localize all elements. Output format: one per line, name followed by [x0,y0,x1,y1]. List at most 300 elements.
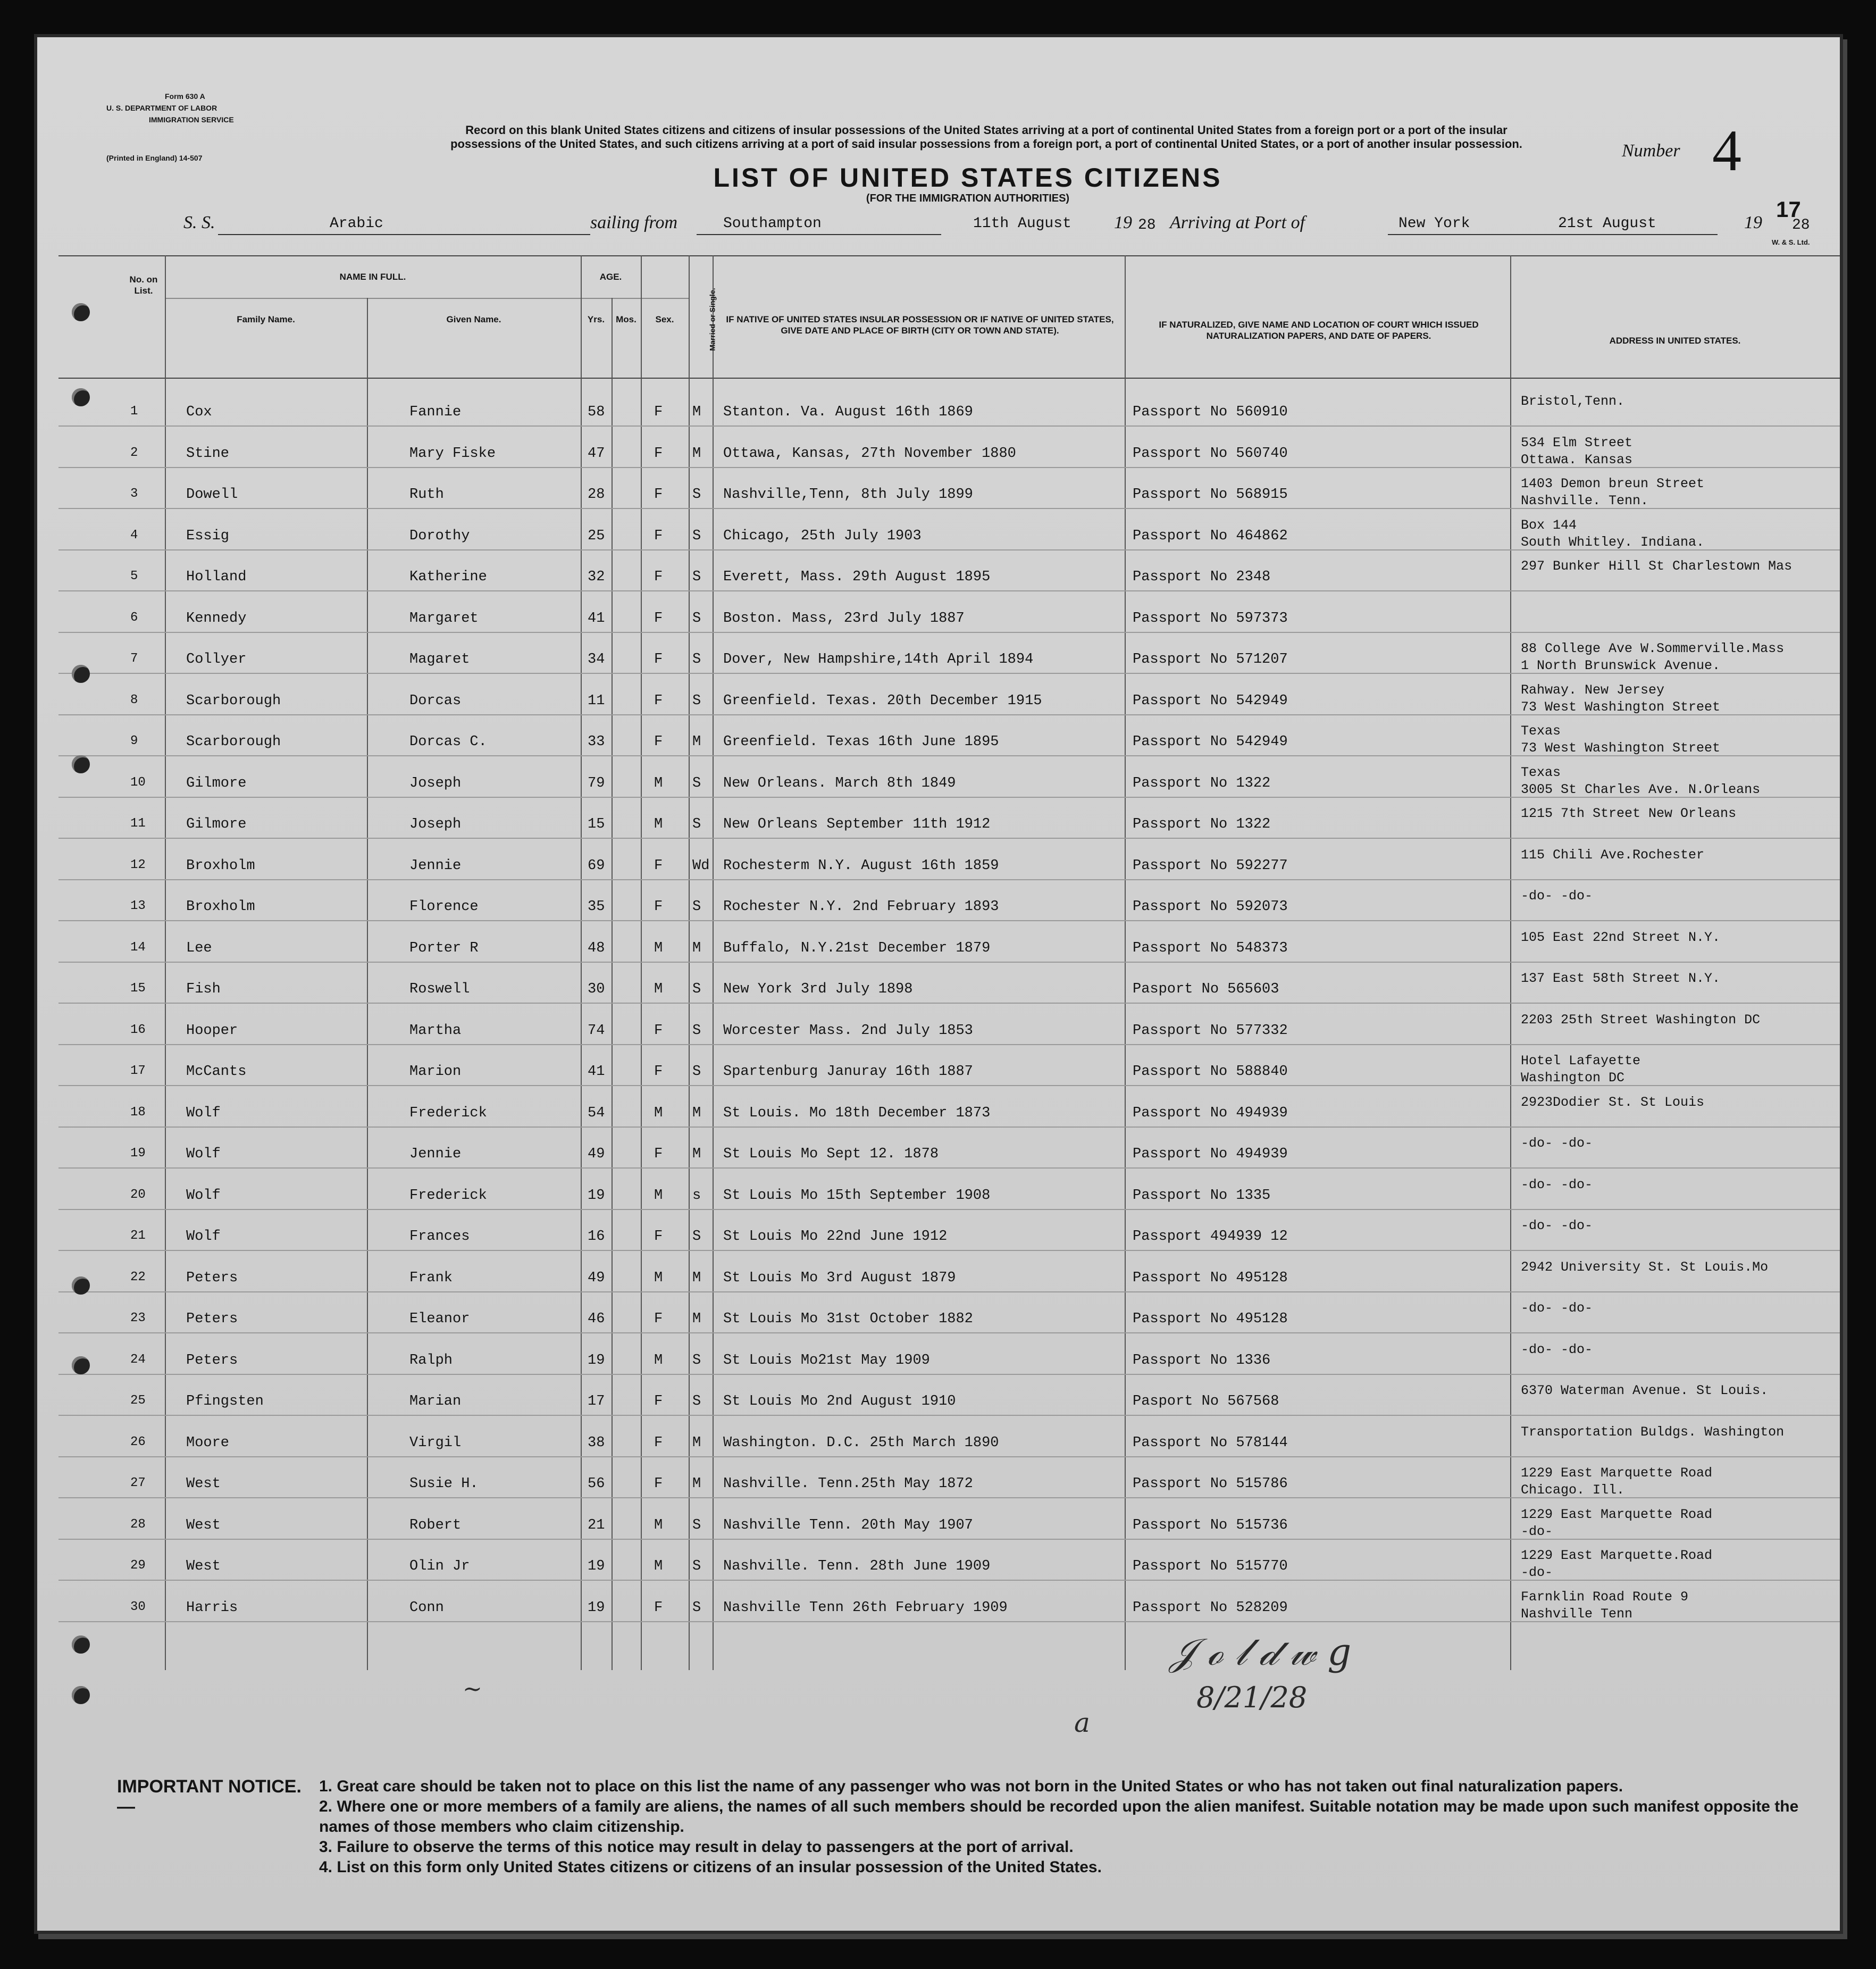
passport-number: Passport No 592073 [1133,899,1288,915]
family-name: Holland [186,569,247,585]
sex: F [654,1229,663,1245]
row-number: 26 [130,1434,146,1449]
sex: F [654,404,663,420]
sex: M [654,981,663,997]
address-line-2: 1 North Brunswick Avenue. [1521,658,1721,673]
address-line-2: -do- [1521,1523,1553,1539]
family-name: Wolf [186,1229,221,1245]
row-rule [58,1539,1840,1540]
married-single: Wd [692,857,710,874]
notice-item: 2. Where one or more members of a family are aliens, the names of all such members should be recorded upon the alien manifest. Suitable notation may be made upon such manifest opposite the names of those members who claim citizenship. [319,1798,1799,1835]
birth-place-date: Nashville. Tenn. 28th June 1909 [723,1558,991,1574]
family-name: Gilmore [186,775,247,791]
passport-number: Passport No 571207 [1133,652,1288,668]
depart-year: 28 [1138,217,1156,233]
birth-place-date: Buffalo, N.Y.21st December 1879 [723,940,991,956]
birth-place-date: St Louis Mo Sept 12. 1878 [723,1146,939,1162]
age-years: 69 [588,857,605,874]
address-line-2: 73 West Washington Street [1521,740,1721,756]
row-rule [58,920,1840,921]
birth-place-date: St Louis Mo 3rd August 1879 [723,1270,956,1286]
margin-initials: a [1074,1707,1090,1738]
family-name: Moore [186,1434,230,1451]
row-number: 23 [130,1311,146,1325]
address-line-2: Chicago. Ill. [1521,1482,1625,1498]
row-number: 4 [130,528,138,543]
birth-place-date: New Orleans September 11th 1912 [723,816,991,832]
row-number: 3 [130,487,138,501]
given-name: Ralph [409,1352,453,1369]
age-years: 16 [588,1229,605,1245]
row-rule [58,632,1840,633]
sex: F [654,1476,663,1492]
birth-place-date: Nashville Tenn. 20th May 1907 [723,1517,973,1533]
family-name: Broxholm [186,857,255,874]
family-name: West [186,1476,221,1492]
given-name: Frank [409,1270,453,1286]
row-number: 30 [130,1599,146,1614]
married-single: S [692,981,701,997]
married-single: S [692,1352,701,1369]
given-name: Ruth [409,487,444,503]
family-name: Collyer [186,652,247,668]
sex: F [654,610,663,627]
page-title: LIST OF UNITED STATES CITIZENS [713,163,1222,193]
row-rule [58,1167,1840,1169]
col-name: NAME IN FULL. [339,272,406,282]
row-rule [58,962,1840,963]
number-label: Number [1622,141,1680,161]
address-line-1: Texas [1521,723,1561,739]
age-years: 28 [588,487,605,503]
given-name: Frederick [409,1187,487,1204]
married-single: S [692,569,701,585]
given-name: Martha [409,1022,462,1039]
row-number: 18 [130,1105,146,1120]
age-years: 19 [588,1599,605,1616]
passport-number: Passport No 494939 [1133,1146,1288,1162]
age-subheader-rule [581,298,690,299]
binding-hole [72,388,90,406]
from-port: Southampton [723,215,822,232]
notice-item: 3. Failure to observe the terms of this notice may result in delay to passengers at the port of arrival. [319,1838,1074,1856]
sex: F [654,487,663,503]
birth-place-date: Everett, Mass. 29th August 1895 [723,569,991,585]
age-years: 30 [588,981,605,997]
family-name: Gilmore [186,816,247,832]
passport-number: Passport No 2348 [1133,569,1271,585]
row-rule [58,1456,1840,1457]
row-number: 9 [130,734,138,748]
birth-place-date: St Louis. Mo 18th December 1873 [723,1105,991,1121]
sex: F [654,899,663,915]
ss-label: S. S. [183,213,215,232]
number-value: 4 [1712,118,1741,183]
row-number: 7 [130,652,138,666]
birth-place-date: Boston. Mass, 23rd July 1887 [723,610,965,627]
passport-number: Passport No 495128 [1133,1311,1288,1327]
row-number: 20 [130,1187,146,1202]
given-name: Dorcas C. [409,734,487,750]
age-years: 34 [588,652,605,668]
row-rule [58,879,1840,880]
row-rule [58,1250,1840,1251]
form-number: Form 630 A [165,92,205,101]
given-name: Olin Jr [409,1558,470,1574]
given-name: Virgil [409,1434,462,1451]
col-no: No. on List. [129,274,158,296]
passport-number: Passport No 528209 [1133,1599,1288,1616]
row-number: 16 [130,1022,146,1037]
col-age: AGE. [599,272,622,282]
birth-place-date: Stanton. Va. August 16th 1869 [723,404,973,420]
given-name: Eleanor [409,1311,470,1327]
binding-hole [72,665,90,683]
col-birth: IF NATIVE OF UNITED STATES INSULAR POSSESSION OR IF NATIVE OF UNITED STATES, GIVE DATE AND PLACE OF BIRTH (CITY OR TOWN AND STATE). [726,314,1114,336]
passport-number: Passport No 464862 [1133,528,1288,544]
address-line-2: Nashville Tenn [1521,1606,1633,1622]
married-single: S [692,1599,701,1616]
address-line-1: -do- -do- [1521,1136,1593,1151]
married-single: M [692,1311,701,1327]
family-name: West [186,1558,221,1574]
age-years: 33 [588,734,605,750]
row-number: 14 [130,940,146,955]
row-number: 24 [130,1352,146,1367]
sex: M [654,775,663,791]
age-years: 49 [588,1146,605,1162]
binding-hole [72,1276,90,1295]
row-rule [58,838,1840,839]
family-name: Peters [186,1311,238,1327]
birth-place-date: St Louis Mo 31st October 1882 [723,1311,973,1327]
manifest-page [37,37,1840,1931]
birth-place-date: Ottawa, Kansas, 27th November 1880 [723,445,1016,462]
passport-number: Passport No 515786 [1133,1476,1288,1492]
sex: M [654,940,663,956]
family-name: Wolf [186,1146,221,1162]
given-name: Roswell [409,981,470,997]
table-header-rule [58,378,1840,379]
address-line-1: Texas [1521,764,1561,780]
address-line-2: 73 West Washington Street [1521,699,1721,715]
sex: F [654,693,663,709]
row-rule [58,1291,1840,1292]
given-name: Marian [409,1394,462,1409]
page-number: 17 [1776,197,1801,222]
family-name: Broxholm [186,899,255,915]
row-number: 1 [130,404,138,419]
birth-place-date: Spartenburg Januray 16th 1887 [723,1064,973,1080]
row-rule [58,1127,1840,1128]
ship-underline [218,234,590,235]
married-single: M [692,1146,701,1162]
given-name: Dorothy [409,528,470,544]
sex: M [654,816,663,832]
row-number: 25 [130,1394,146,1408]
col-sex: Sex. [655,314,674,324]
married-single: S [692,1558,701,1574]
age-years: 32 [588,569,605,585]
married-single: S [692,652,701,668]
age-years: 58 [588,404,605,420]
sex: F [654,734,663,750]
address-line-2: South Whitley. Indiana. [1521,534,1705,550]
passport-number: Passport No 1322 [1133,775,1271,791]
age-years: 54 [588,1105,605,1121]
family-name: Essig [186,528,230,544]
sex: M [654,1187,663,1204]
address-line-1: -do- -do- [1521,1218,1593,1233]
department-name: U. S. DEPARTMENT OF LABOR [106,104,217,112]
margin-note: ~ [463,1675,482,1703]
passport-number: Passport No 578144 [1133,1434,1288,1451]
given-name: Margaret [409,610,479,627]
family-name: Dowell [186,487,238,503]
married-single: M [692,940,701,956]
age-years: 19 [588,1352,605,1369]
row-number: 12 [130,857,146,872]
married-single: M [692,734,701,750]
row-rule [58,1415,1840,1416]
sex: M [654,1558,663,1574]
notice-item: 1. Great care should be taken not to place on this list the name of any passenger who was not born in the United States or who has not taken out final naturalization papers. [319,1778,1623,1795]
married-single: S [692,610,701,627]
row-number: 19 [130,1146,146,1161]
from-underline [697,234,941,235]
age-years: 17 [588,1394,605,1409]
address-line-1: 1403 Demon breun Street [1521,476,1705,491]
address-line-1: -do- -do- [1521,888,1593,904]
year-prefix-1: 19 [1114,213,1132,232]
age-years: 15 [588,816,605,832]
sex: F [654,857,663,874]
passport-number: Passport No 592277 [1133,857,1288,874]
family-name: Kennedy [186,610,247,627]
row-number: 15 [130,981,146,996]
married-single: S [692,816,701,832]
header-notice: Record on this blank United States citizens and citizens of insular possessions of the United States arriving at a port of continental United States from a foreign port or a port of the insular possessions of the United States, and such citizens arriving at a port of said insular possessions from a foreign port, a port of continental United States, or a port of another insular possession. [450,123,1522,151]
sex: F [654,1146,663,1162]
row-rule [58,1209,1840,1210]
row-number: 10 [130,775,146,790]
married-single: S [692,1229,701,1245]
row-number: 6 [130,610,138,625]
address-line-1: 2203 25th Street Washington DC [1521,1012,1761,1028]
row-number: 21 [130,1229,146,1243]
signature: 𝒥 ℴ 𝓁 𝒹 𝓌 𝑔 [1170,1630,1352,1674]
married-single: S [692,487,701,503]
address-line-1: 6370 Waterman Avenue. St Louis. [1521,1383,1769,1398]
passport-number: Passport No 568915 [1133,487,1288,503]
passport-number: Passport No 515736 [1133,1517,1288,1533]
address-line-1: 2942 University St. St Louis.Mo [1521,1259,1769,1275]
row-number: 29 [130,1558,146,1573]
given-name: Fannie [409,404,462,420]
row-number: 11 [130,816,146,831]
address-line-2: 3005 St Charles Ave. N.Orleans [1521,781,1761,797]
address-line-1: 1229 East Marquette Road [1521,1506,1713,1522]
passport-number: Passport No 1336 [1133,1352,1271,1369]
sex: M [654,1270,663,1286]
passport-number: Passport No 548373 [1133,940,1288,956]
given-name: Katherine [409,569,487,585]
passport-number: Passport No 577332 [1133,1022,1288,1039]
birth-place-date: Nashville,Tenn, 8th July 1899 [723,487,973,503]
married-single: M [692,1270,701,1286]
address-line-1: 297 Bunker Hill St Charlestown Mas [1521,558,1793,574]
address-line-2: Nashville. Tenn. [1521,493,1649,508]
birth-place-date: Rochesterm N.Y. August 16th 1859 [723,857,999,874]
birth-place-date: Washington. D.C. 25th March 1890 [723,1434,999,1451]
address-line-1: Hotel Lafayette [1521,1053,1641,1069]
address-line-1: Farnklin Road Route 9 [1521,1589,1689,1605]
name-subheader-rule [165,298,627,299]
arriving-label: Arriving at Port of [1170,213,1305,232]
row-number: 22 [130,1270,146,1284]
address-line-1: 105 East 22nd Street N.Y. [1521,929,1721,945]
address-line-2: Washington DC [1521,1070,1625,1086]
married-single: s [692,1187,701,1204]
sex: F [654,1022,663,1039]
arrival-year: 28 [1792,217,1810,233]
passport-number: Passport No 560910 [1133,404,1288,420]
age-years: 79 [588,775,605,791]
binding-hole [72,1356,90,1374]
row-number: 17 [130,1064,146,1078]
sex: F [654,1394,663,1409]
binding-hole [72,1686,90,1704]
birth-place-date: St Louis Mo 15th September 1908 [723,1187,991,1204]
sailing-label: sailing from [590,213,678,232]
married-single: M [692,445,701,462]
given-name: Marion [409,1064,462,1080]
birth-place-date: New York 3rd July 1898 [723,981,913,997]
given-name: Conn [409,1599,444,1616]
address-line-1: 534 Elm Street [1521,435,1633,450]
given-name: Jennie [409,857,462,874]
age-years: 19 [588,1558,605,1574]
age-years: 21 [588,1517,605,1533]
sex: M [654,1105,663,1121]
passport-number: Passport No 542949 [1133,693,1288,709]
given-name: Magaret [409,652,470,668]
sex: F [654,652,663,668]
given-name: Frederick [409,1105,487,1121]
arrival-port: New York [1398,215,1470,232]
table-top-rule [58,255,1840,256]
signature-date: 8/21/28 [1196,1681,1308,1714]
sex: M [654,1517,663,1533]
row-number: 8 [130,693,138,707]
birth-place-date: St Louis Mo21st May 1909 [723,1352,930,1369]
page-subtitle: (FOR THE IMMIGRATION AUTHORITIES) [866,193,1070,204]
row-number: 5 [130,569,138,583]
printer-mark: W. & S. Ltd. [1772,238,1810,246]
passport-number: Passport No 515770 [1133,1558,1288,1574]
service-name: IMMIGRATION SERVICE [149,115,234,124]
age-years: 49 [588,1270,605,1286]
row-number: 28 [130,1517,146,1532]
birth-place-date: Nashville. Tenn.25th May 1872 [723,1476,973,1492]
passport-number: Passport 494939 12 [1133,1229,1288,1245]
given-name: Florence [409,899,479,915]
address-line-1: -do- -do- [1521,1341,1593,1357]
family-name: Fish [186,981,221,997]
birth-place-date: Greenfield. Texas 16th June 1895 [723,734,999,750]
age-years: 46 [588,1311,605,1327]
passport-number: Passport No 1322 [1133,816,1271,832]
sex: F [654,1434,663,1451]
row-rule [58,1580,1840,1581]
col-given: Given Name. [446,314,501,324]
married-single: S [692,1517,701,1533]
row-number: 13 [130,899,146,913]
married-single: M [692,1105,701,1121]
address-line-2: -do- [1521,1565,1553,1580]
year-prefix-2: 19 [1744,213,1762,232]
row-number: 2 [130,445,138,460]
address-line-1: -do- -do- [1521,1300,1593,1316]
address-line-1: Rahway. New Jersey [1521,682,1665,698]
married-single: S [692,693,701,709]
married-single: S [692,899,701,915]
age-years: 11 [588,693,605,709]
address-line-1: 1229 East Marquette Road [1521,1465,1713,1481]
birth-place-date: Nashville Tenn 26th February 1909 [723,1599,1008,1616]
family-name: Peters [186,1352,238,1369]
passport-number: Passport No 560740 [1133,445,1288,462]
passport-number: Pasport No 567568 [1133,1394,1279,1409]
address-line-2: Ottawa. Kansas [1521,452,1633,468]
form-identification [106,90,298,164]
col-divider [367,298,368,1670]
family-name: Peters [186,1270,238,1286]
address-line-1: 1215 7th Street New Orleans [1521,806,1737,821]
age-years: 74 [588,1022,605,1039]
binding-hole [72,755,90,773]
family-name: Scarborough [186,734,281,750]
family-name: Scarborough [186,693,281,709]
row-number: 27 [130,1476,146,1490]
ship-name: Arabic [330,215,383,232]
married-single: M [692,404,701,420]
birth-place-date: Worcester Mass. 2nd July 1853 [723,1022,973,1039]
col-yrs: Yrs. [587,314,605,324]
row-rule [58,425,1840,427]
sex: F [654,1064,663,1080]
given-name: Jennie [409,1146,462,1162]
given-name: Susie H. [409,1476,479,1492]
sex: F [654,445,663,462]
age-years: 41 [588,1064,605,1080]
birth-place-date: St Louis Mo 2nd August 1910 [723,1394,956,1409]
age-years: 41 [588,610,605,627]
address-line-1: 115 Chili Ave.Rochester [1521,847,1705,863]
married-single: S [692,528,701,544]
married-single: M [692,1434,701,1451]
birth-place-date: Dover, New Hampshire,14th April 1894 [723,652,1034,668]
col-family: Family Name. [237,314,295,324]
married-single: S [692,1022,701,1039]
age-years: 56 [588,1476,605,1492]
row-rule [58,590,1840,591]
notice-label: IMPORTANT NOTICE.— [117,1776,302,1817]
address-line-1: 137 East 58th Street N.Y. [1521,971,1721,986]
family-name: Hooper [186,1022,238,1039]
address-line-1: 88 College Ave W.Sommerville.Mass [1521,641,1785,656]
family-name: Wolf [186,1187,221,1204]
